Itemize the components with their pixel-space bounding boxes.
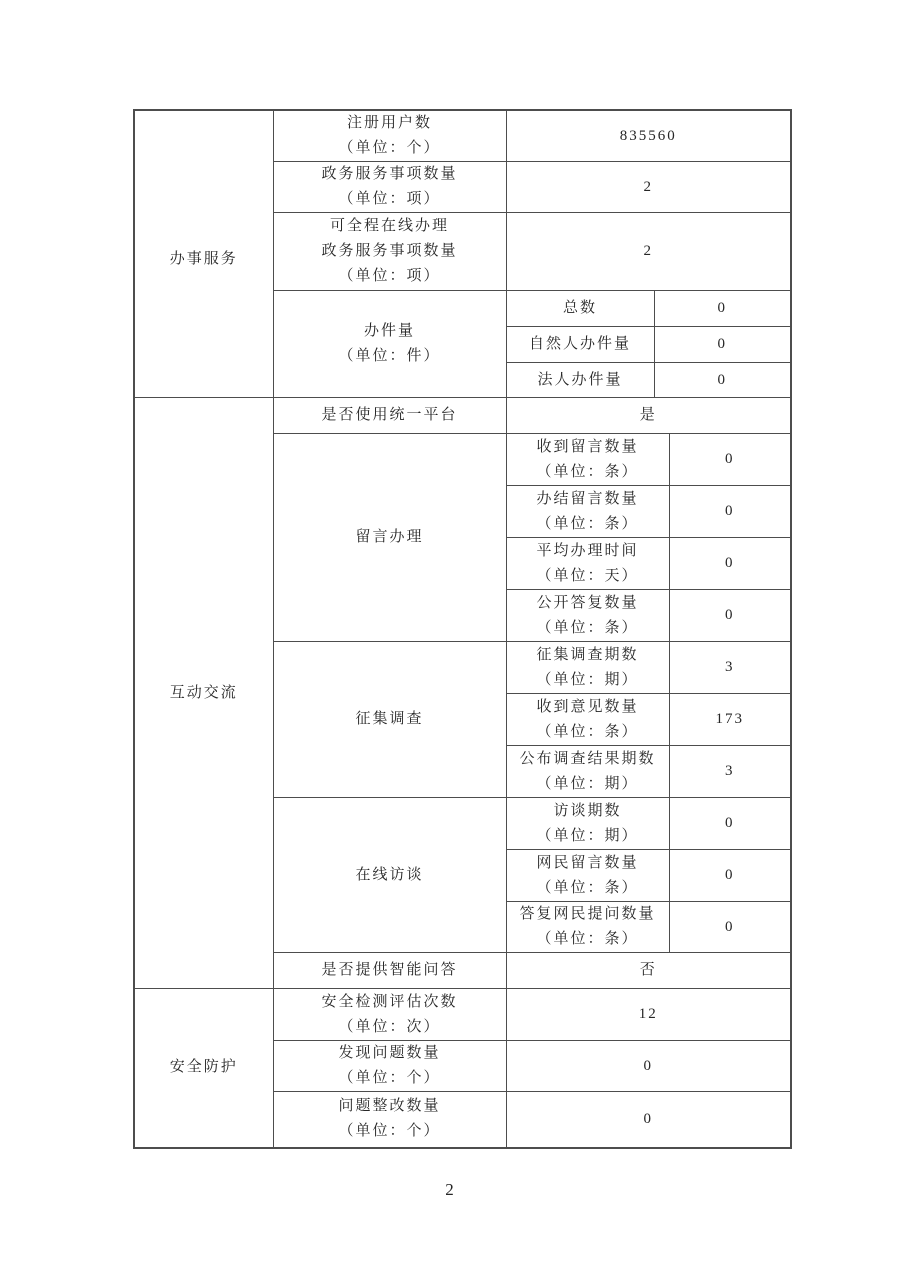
- metric-label: 发现问题数量: [338, 1045, 441, 1061]
- group-cell-caseload: [273, 291, 506, 398]
- metric-label: 安全检测评估次数: [321, 993, 458, 1010]
- metric-cell: 是否提供智能问答: [273, 953, 506, 989]
- metric-label: 政务服务事项数量: [321, 166, 458, 182]
- metric-label: 问题整改数量: [338, 1098, 441, 1115]
- table-row: [134, 398, 791, 434]
- table-row: [134, 110, 791, 162]
- value-cell: 0: [669, 850, 791, 902]
- value-cell: 0: [669, 434, 791, 486]
- submetric-unit: （单位：期）: [536, 827, 639, 844]
- metric-label: 注册用户数: [346, 115, 432, 131]
- submetric-cell: 法人办件量: [506, 363, 654, 398]
- group-cell-surveys: 征集调查: [273, 642, 506, 798]
- value-cell: 是: [506, 398, 791, 434]
- submetric-label: 征集调查期数: [536, 646, 639, 663]
- submetric-cell: [506, 642, 669, 694]
- submetric-cell: [506, 850, 669, 902]
- submetric-unit: （单位：期）: [536, 775, 639, 792]
- submetric-unit: （单位：天）: [536, 567, 639, 584]
- submetric-unit: （单位：条）: [536, 723, 639, 740]
- value-cell: 0: [506, 1092, 791, 1148]
- value-cell: 0: [654, 291, 791, 327]
- value-cell: 3: [669, 642, 791, 694]
- metric-unit: （单位：个）: [338, 140, 441, 156]
- submetric-label: 收到意见数量: [536, 698, 639, 715]
- value-cell: 2: [506, 213, 791, 291]
- value-cell: 0: [669, 538, 791, 590]
- value-cell: 0: [654, 327, 791, 363]
- submetric-label: 收到留言数量: [536, 438, 639, 455]
- page-number: 2: [445, 1180, 455, 1199]
- submetric-unit: （单位：条）: [536, 879, 639, 896]
- metric-unit: （单位：项）: [338, 191, 441, 207]
- metric-label-line2: 政务服务事项数量: [321, 243, 458, 259]
- submetric-label: 网民留言数量: [536, 854, 639, 871]
- metric-cell: [273, 213, 506, 291]
- metric-cell: [273, 989, 506, 1041]
- group-label: 办件量: [363, 323, 415, 339]
- category-cell-interaction: 互动交流: [134, 398, 273, 989]
- value-cell: 3: [669, 746, 791, 798]
- submetric-label: 答复网民提问数量: [519, 906, 656, 922]
- submetric-cell: [506, 694, 669, 746]
- submetric-unit: （单位：条）: [536, 463, 639, 480]
- submetric-unit: （单位：条）: [536, 515, 639, 532]
- metric-unit: （单位：个）: [338, 1070, 441, 1086]
- submetric-label: 公开答复数量: [536, 594, 639, 611]
- submetric-label: 访谈期数: [553, 802, 622, 819]
- value-cell: 0: [506, 1041, 791, 1092]
- submetric-label: 办结留言数量: [536, 490, 639, 507]
- category-cell-security: 安全防护: [134, 989, 273, 1148]
- value-cell: 0: [669, 590, 791, 642]
- group-cell-interviews: 在线访谈: [273, 798, 506, 953]
- submetric-cell: [506, 538, 669, 590]
- report-table: [133, 109, 792, 1149]
- metric-label: 可全程在线办理: [329, 218, 449, 234]
- submetric-unit: （单位：条）: [536, 619, 639, 636]
- submetric-unit: （单位：条）: [536, 931, 639, 947]
- metric-cell: [273, 1041, 506, 1092]
- value-cell: 12: [506, 989, 791, 1041]
- submetric-cell: [506, 746, 669, 798]
- submetric-label: 公布调查结果期数: [519, 750, 656, 767]
- submetric-cell: 自然人办件量: [506, 327, 654, 363]
- value-cell: 否: [506, 953, 791, 989]
- report-table-container: [133, 109, 792, 1149]
- metric-unit: （单位：个）: [338, 1123, 441, 1140]
- submetric-cell: [506, 798, 669, 850]
- submetric-cell: 总数: [506, 291, 654, 327]
- metric-cell: [273, 162, 506, 213]
- metric-cell: [273, 110, 506, 162]
- value-cell: 173: [669, 694, 791, 746]
- group-cell-messages: 留言办理: [273, 434, 506, 642]
- value-cell: 0: [669, 902, 791, 953]
- metric-unit: （单位：次）: [338, 1018, 441, 1035]
- table-row: [134, 989, 791, 1041]
- metric-cell: 是否使用统一平台: [273, 398, 506, 434]
- value-cell: 2: [506, 162, 791, 213]
- value-cell: 0: [654, 363, 791, 398]
- submetric-cell: [506, 434, 669, 486]
- submetric-label: 平均办理时间: [536, 542, 639, 559]
- submetric-unit: （单位：期）: [536, 671, 639, 688]
- submetric-cell: [506, 902, 669, 953]
- metric-unit: （单位：项）: [338, 268, 441, 284]
- submetric-cell: [506, 590, 669, 642]
- submetric-cell: [506, 486, 669, 538]
- value-cell: 0: [669, 486, 791, 538]
- group-unit: （单位：件）: [338, 348, 441, 364]
- metric-cell: [273, 1092, 506, 1148]
- value-cell: 0: [669, 798, 791, 850]
- category-cell-services: 办事服务: [134, 110, 273, 398]
- value-cell: 835560: [506, 110, 791, 162]
